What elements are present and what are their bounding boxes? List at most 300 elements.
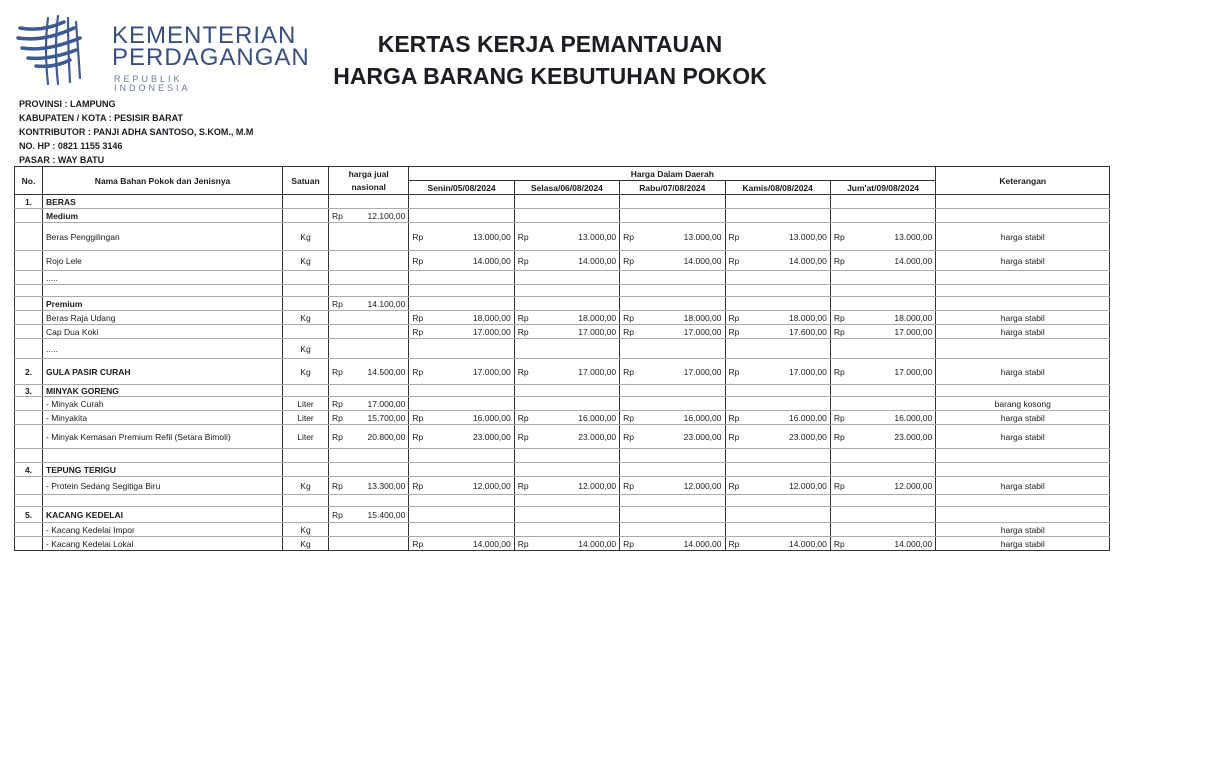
price-currency [514,285,531,297]
price-currency: Rp [514,223,531,251]
price-value [848,271,936,285]
item-keterangan: harga stabil [936,251,1110,271]
item-keterangan: harga stabil [936,223,1110,251]
table-row [15,449,1110,463]
item-unit: Kg [283,223,329,251]
item-keterangan [936,271,1110,285]
item-name: - Kacang Kedelai Impor [43,523,283,537]
hjn-currency: Rp [329,397,346,411]
price-currency [620,285,637,297]
price-value: 14.000,00 [637,251,725,271]
hjn-value [346,523,409,537]
table-row [15,397,1110,411]
price-currency [409,449,426,463]
item-name: BERAS [43,195,283,209]
price-value: 14.000,00 [742,537,830,551]
price-value [848,495,936,507]
price-currency [830,463,847,477]
price-value: 18.000,00 [742,311,830,325]
hjn-currency [329,385,346,397]
price-value [848,297,936,311]
price-value: 17.000,00 [532,325,620,339]
hjn-currency [329,223,346,251]
price-currency [514,385,531,397]
item-keterangan: barang kosong [936,397,1110,411]
item-keterangan [936,449,1110,463]
price-currency [725,271,742,285]
price-value: 18.000,00 [426,311,514,325]
price-value: 17.000,00 [742,359,830,385]
price-value [742,271,830,285]
price-value [637,523,725,537]
price-currency [514,523,531,537]
header-keterangan: Keterangan [936,167,1110,195]
item-unit: Kg [283,251,329,271]
row-number [15,271,43,285]
price-currency [830,523,847,537]
price-currency: Rp [725,311,742,325]
price-currency: Rp [409,477,426,495]
price-currency: Rp [409,537,426,551]
hjn-value: 15.700,00 [346,411,409,425]
price-value: 13.000,00 [848,223,936,251]
item-keterangan: harga stabil [936,537,1110,551]
price-value: 16.000,00 [426,411,514,425]
price-currency: Rp [830,251,847,271]
item-unit [283,463,329,477]
hjn-currency: Rp [329,507,346,523]
price-currency [725,339,742,359]
hjn-value: 12.100,00 [346,209,409,223]
price-currency [409,385,426,397]
price-currency [409,297,426,311]
price-currency: Rp [620,411,637,425]
price-currency [620,271,637,285]
hjn-currency: Rp [329,411,346,425]
item-unit: Liter [283,397,329,411]
price-currency: Rp [514,411,531,425]
price-currency [409,523,426,537]
price-value [848,209,936,223]
item-name: TEPUNG TERIGU [43,463,283,477]
item-name: - Minyak Kemasan Premium Refil (Setara Bimoli) [43,425,283,449]
hjn-value [346,285,409,297]
price-value [426,339,514,359]
item-unit [283,285,329,297]
price-value [637,385,725,397]
price-currency: Rp [514,477,531,495]
table-row [15,477,1110,495]
info-kontributor: KONTRIBUTOR : PANJI ADHA SANTOSO, S.KOM., M.M [19,127,254,137]
price-value: 17.000,00 [426,359,514,385]
price-currency [514,507,531,523]
table-row [15,271,1110,285]
row-number: 3. [15,385,43,397]
item-unit: Liter [283,425,329,449]
hjn-value: 15.400,00 [346,507,409,523]
price-value: 12.000,00 [532,477,620,495]
price-currency [409,339,426,359]
table-row [15,385,1110,397]
price-value [848,195,936,209]
price-currency: Rp [725,359,742,385]
row-number: 5. [15,507,43,523]
price-value: 14.000,00 [426,251,514,271]
price-value [426,463,514,477]
price-currency: Rp [409,325,426,339]
item-keterangan [936,507,1110,523]
price-currency [514,397,531,411]
hjn-value [346,495,409,507]
price-currency [725,397,742,411]
price-value [532,339,620,359]
price-currency: Rp [830,311,847,325]
price-currency: Rp [409,311,426,325]
item-name: Beras Penggilingan [43,223,283,251]
price-currency [725,285,742,297]
price-value [532,463,620,477]
price-currency [830,297,847,311]
price-value: 23.000,00 [426,425,514,449]
item-unit [283,297,329,311]
header-satuan: Satuan [283,167,329,195]
item-name: Beras Raja Udang [43,311,283,325]
item-unit [283,195,329,209]
price-value: 14.000,00 [848,537,936,551]
item-name: Rojo Lele [43,251,283,271]
hjn-currency [329,195,346,209]
table-row [15,195,1110,209]
hjn-value: 13.300,00 [346,477,409,495]
info-block [19,97,253,167]
item-unit: Kg [283,339,329,359]
price-value [637,507,725,523]
price-value: 14.000,00 [426,537,514,551]
price-value [742,463,830,477]
price-currency: Rp [830,477,847,495]
row-number [15,523,43,537]
item-unit: Kg [283,311,329,325]
price-currency: Rp [725,223,742,251]
price-currency [620,339,637,359]
hjn-currency: Rp [329,359,346,385]
price-value [848,285,936,297]
table-row [15,311,1110,325]
price-currency [830,385,847,397]
price-value: 12.000,00 [848,477,936,495]
item-name: - Kacang Kedelai Lokal [43,537,283,551]
price-value [426,523,514,537]
price-value: 13.000,00 [742,223,830,251]
price-currency: Rp [830,411,847,425]
item-keterangan [936,297,1110,311]
hjn-currency [329,523,346,537]
table-row [15,209,1110,223]
item-keterangan [936,463,1110,477]
price-currency: Rp [830,425,847,449]
row-number: 2. [15,359,43,385]
price-value [637,339,725,359]
price-currency [620,463,637,477]
price-currency [620,385,637,397]
price-value: 23.000,00 [532,425,620,449]
price-currency: Rp [409,359,426,385]
price-currency [514,495,531,507]
row-number [15,425,43,449]
hjn-currency [329,339,346,359]
item-keterangan: harga stabil [936,477,1110,495]
price-currency: Rp [620,311,637,325]
ministry-logo [14,8,310,93]
hjn-currency: Rp [329,209,346,223]
price-value [426,297,514,311]
price-value: 16.000,00 [742,411,830,425]
price-value: 23.000,00 [848,425,936,449]
item-name: - Protein Sedang Segitiga Biru [43,477,283,495]
header-day-4: Kamis/08/08/2024 [725,181,830,195]
price-value: 13.000,00 [532,223,620,251]
row-number [15,209,43,223]
row-number [15,449,43,463]
price-currency [830,271,847,285]
price-value [426,285,514,297]
price-currency [725,385,742,397]
price-value: 17.000,00 [848,359,936,385]
item-name: GULA PASIR CURAH [43,359,283,385]
price-currency: Rp [725,325,742,339]
header-harga-daerah: Harga Dalam Daerah [409,167,936,181]
item-name: ..... [43,271,283,285]
price-currency: Rp [620,477,637,495]
hjn-value [346,463,409,477]
price-currency: Rp [620,251,637,271]
row-number [15,495,43,507]
table-row [15,297,1110,311]
price-value [637,209,725,223]
price-value: 13.000,00 [637,223,725,251]
hjn-value [346,223,409,251]
price-value: 18.000,00 [637,311,725,325]
item-name: Premium [43,297,283,311]
price-currency [620,507,637,523]
price-value [848,339,936,359]
hjn-value [346,339,409,359]
price-currency: Rp [620,223,637,251]
row-number [15,397,43,411]
price-value: 18.000,00 [532,311,620,325]
price-value [426,385,514,397]
hjn-currency: Rp [329,477,346,495]
price-value: 18.000,00 [848,311,936,325]
price-currency: Rp [514,359,531,385]
price-value [426,271,514,285]
price-value [848,449,936,463]
price-value [637,285,725,297]
row-number [15,251,43,271]
price-value: 14.000,00 [742,251,830,271]
item-keterangan [936,285,1110,297]
price-value [637,463,725,477]
price-value [532,449,620,463]
price-value [637,195,725,209]
row-number: 4. [15,463,43,477]
price-currency [725,507,742,523]
hjn-currency [329,271,346,285]
item-name [43,495,283,507]
price-currency [409,285,426,297]
table-row [15,495,1110,507]
hjn-value [346,311,409,325]
table-row [15,537,1110,551]
price-value [848,523,936,537]
price-currency [409,397,426,411]
logo-line-3: REPUBLIK INDONESIA [114,74,191,93]
price-currency: Rp [620,325,637,339]
hjn-currency [329,325,346,339]
price-value [637,449,725,463]
item-name: - Minyak Curah [43,397,283,411]
price-value: 14.000,00 [637,537,725,551]
price-value: 17.000,00 [637,359,725,385]
price-currency: Rp [830,223,847,251]
price-table [14,166,1110,551]
price-value [848,385,936,397]
hjn-currency: Rp [329,425,346,449]
price-value: 16.000,00 [637,411,725,425]
item-unit: Kg [283,477,329,495]
item-unit [283,449,329,463]
price-value [742,285,830,297]
hjn-value: 14.500,00 [346,359,409,385]
price-value [637,297,725,311]
price-value: 17.000,00 [426,325,514,339]
hjn-currency [329,537,346,551]
price-currency [409,463,426,477]
item-name: KACANG KEDELAI [43,507,283,523]
price-value [426,209,514,223]
price-currency [620,297,637,311]
price-currency [514,339,531,359]
price-currency [620,195,637,209]
hjn-value [346,251,409,271]
row-number [15,339,43,359]
price-value [637,397,725,411]
price-currency [830,339,847,359]
item-name: Cap Dua Koki [43,325,283,339]
price-value [637,495,725,507]
price-currency: Rp [725,411,742,425]
price-currency: Rp [514,311,531,325]
hjn-value [346,271,409,285]
item-keterangan [936,209,1110,223]
item-unit [283,507,329,523]
price-currency [725,195,742,209]
price-value [742,195,830,209]
item-keterangan: harga stabil [936,311,1110,325]
price-currency [514,209,531,223]
table-row [15,359,1110,385]
price-value: 14.000,00 [532,537,620,551]
price-value [532,297,620,311]
price-value [637,271,725,285]
price-value [848,463,936,477]
price-currency [830,285,847,297]
price-currency: Rp [830,325,847,339]
item-keterangan: harga stabil [936,325,1110,339]
price-value: 12.000,00 [426,477,514,495]
price-currency [514,271,531,285]
hjn-value [346,385,409,397]
price-value [426,397,514,411]
hjn-value [346,195,409,209]
logo-line-1: KEMENTERIAN [112,22,297,49]
price-value: 16.000,00 [848,411,936,425]
price-value: 17.600,00 [742,325,830,339]
price-value [532,285,620,297]
price-currency: Rp [514,425,531,449]
price-value: 13.000,00 [426,223,514,251]
price-value: 23.000,00 [742,425,830,449]
hjn-value [346,537,409,551]
price-currency [620,209,637,223]
price-currency [725,449,742,463]
hjn-value: 14.100,00 [346,297,409,311]
price-currency: Rp [830,537,847,551]
row-number [15,325,43,339]
info-kabupaten: KABUPATEN / KOTA : PESISIR BARAT [19,113,183,123]
info-pasar: PASAR : WAY BATU [19,155,105,165]
price-currency: Rp [830,359,847,385]
item-unit [283,325,329,339]
item-name: - Minyakita [43,411,283,425]
price-currency [830,195,847,209]
item-keterangan: harga stabil [936,523,1110,537]
row-number [15,537,43,551]
price-value [426,449,514,463]
price-value: 14.000,00 [532,251,620,271]
header-day-3: Rabu/07/08/2024 [620,181,725,195]
price-currency [514,297,531,311]
row-number [15,223,43,251]
price-currency [830,449,847,463]
price-value: 12.000,00 [637,477,725,495]
price-value [742,495,830,507]
price-value [426,507,514,523]
item-name [43,285,283,297]
row-number [15,297,43,311]
header-day-2: Selasa/06/08/2024 [514,181,619,195]
item-keterangan [936,195,1110,209]
info-hp: NO. HP : 0821 1155 3146 [19,141,123,151]
price-currency [830,209,847,223]
price-value [742,385,830,397]
price-value [532,523,620,537]
price-currency [830,397,847,411]
header-hjn-2: nasional [329,181,409,195]
price-currency [514,449,531,463]
price-currency [409,209,426,223]
item-unit [283,209,329,223]
table-row [15,411,1110,425]
hjn-currency [329,311,346,325]
price-currency: Rp [725,251,742,271]
table-row [15,425,1110,449]
price-value [532,195,620,209]
price-value: 17.000,00 [532,359,620,385]
row-number [15,311,43,325]
item-name: Medium [43,209,283,223]
item-name: MINYAK GORENG [43,385,283,397]
